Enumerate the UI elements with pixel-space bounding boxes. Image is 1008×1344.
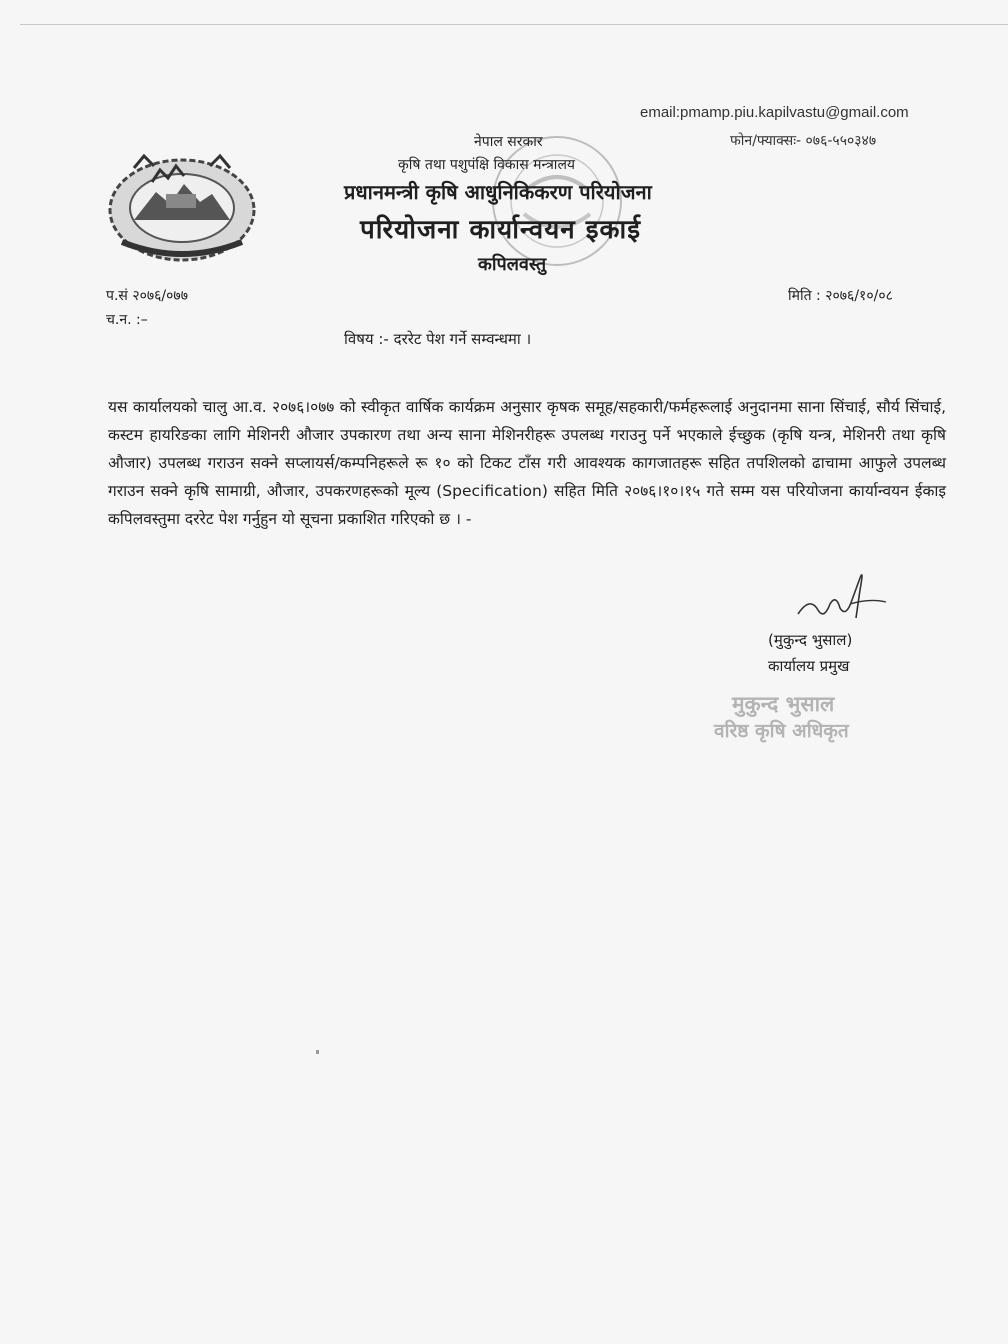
scan-speck [316, 1050, 319, 1054]
reference-number: प.सं २०७६/०७७ [106, 288, 188, 304]
dispatch-number: च.न. :– [106, 312, 148, 328]
signatory-title: कार्यालय प्रमुख [768, 657, 850, 675]
ministry-name: कृषि तथा पशुपंक्षि विकास मन्त्रालय [398, 157, 576, 173]
nepal-emblem-icon [104, 148, 260, 264]
project-name: प्रधानमन्त्री कृषि आधुनिकिकरण परियोजना [344, 180, 652, 204]
signatory-name: (मुकुन्द भुसाल) [768, 631, 853, 649]
subject-line: विषय :- दररेट पेश गर्ने सम्वन्धमा । [344, 330, 532, 348]
unit-name: परियोजना कार्यान्वयन इकाई [360, 215, 641, 245]
page-edge [20, 24, 1008, 25]
government-name: नेपाल सरकार [474, 134, 543, 150]
body-paragraph: यस कार्यालयको चालु आ.व. २०७६।०७७ को स्वीकृत वार्षिक कार्यक्रम अनुसार कृषक समूह/सहकारी/फर्महरूलाई अनुदानमा साना सिंचाई, सौर्य सिंचाई, कस्टम हायरिङका लागि मेशिनरी औजार उपकारण तथा अन्य साना मेशिनरीहरू उपलब्ध गराउनु पर्ने भएकाले ईच्छुक (कृषि यन्त्र, मेशिनरी तथा कृषि औजार) उपलब्ध गराउन सक्ने सप्लायर्स/कम्पनिहरूले रू १० को टिकट टाँस गरी आवश्यक कागजातहरू सहित तपशिलको ढाचामा आफुले उपलब्ध गराउन सक्ने कृषि सामाग्री, औजार, उपकरणहरूको मूल्य (Specification) सहित मिति २०७६।१०।१५ गते सम्म यस परियोजना कार्यान्वयन ईकाइ कपिलवस्तुमा दररेट पेश गर्नुहुन यो सूचना प्रकाशित गरिएको छ । - [108, 398, 946, 528]
handwritten-signature [790, 560, 900, 628]
phone-fax: फोन/फ्याक्सः- ०७६-५५०३४७ [730, 133, 877, 149]
stamp-name: मुकुन्द भुसाल [732, 692, 835, 716]
district-name: कपिलवस्तु [478, 254, 547, 275]
stamp-title: वरिष्ठ कृषि अधिकृत [714, 720, 849, 742]
letter-date: मिति : २०७६/१०/०८ [788, 288, 893, 304]
email-address: email:pmamp.piu.kapilvastu@gmail.com [640, 104, 909, 121]
